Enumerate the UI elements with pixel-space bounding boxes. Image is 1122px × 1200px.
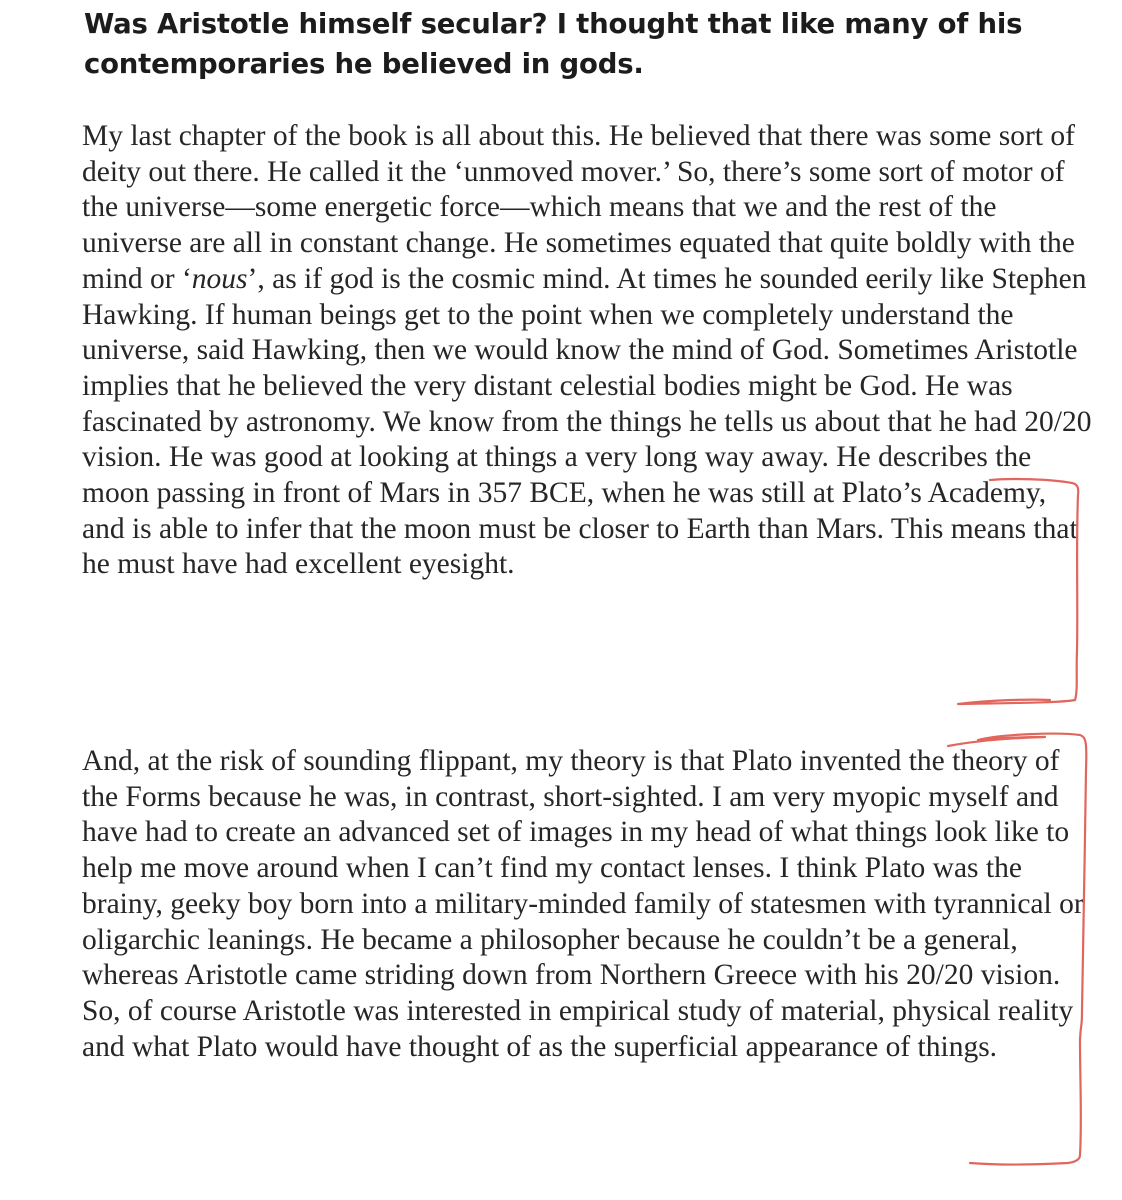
- paragraph-1-text-b: ’, as if god is the cosmic mind. At times he sounded eerily like Stephen Hawking. If human beings get to the point when we completely understand the universe, said Hawking, then we would know the mind of God. Sometimes Aristotle implies that he believed the very distant celestial bodies might be God. He was fascinated by astronomy. We know from the things he tells us about that he had 20/20 vision. He was good at looking at things a very long way away. He describes the moon passing in front of Mars in 357 BCE, when he was still at Plato’s Academy, and is able to infer that the moon must be closer to Earth than Mars. This means that he must have had excellent eyesight.: [82, 262, 1092, 581]
- interview-question: Was Aristotle himself secular? I thought that like many of his contemporaries he believed in gods.: [84, 8, 1023, 80]
- nous-italic-term: nous: [191, 262, 248, 295]
- answer-paragraph-1: [82, 119, 1092, 583]
- answer-paragraph-2: And, at the risk of sounding flippant, my theory is that Plato invented the theory of the Forms because he was, in contrast, short-sighted. I am very myopic myself and have had to create an advanced set of images in my head of what things look like to help me move around when I can’t find my contact lenses. I think Plato was the brainy, geeky boy born into a military-minded family of statesmen with tyrannical or oligarchic leanings. He became a philosopher because he couldn’t be a general, whereas Aristotle came striding down from Northern Greece with his 20/20 vision. So, of course Aristotle was interested in empirical study of material, physical reality and what Plato would have thought of as the superficial appearance of things.: [82, 745, 1084, 1063]
- paragraph-1-text-a: My last chapter of the book is all about this. He believed that there was some sort of deity out there. He called it the ‘unmoved mover.’ So, there’s some sort of motor of the universe—some energetic force—which means that we and the rest of the universe are all in constant change. He sometimes equated that quite boldly with the mind or ‘: [82, 120, 1075, 295]
